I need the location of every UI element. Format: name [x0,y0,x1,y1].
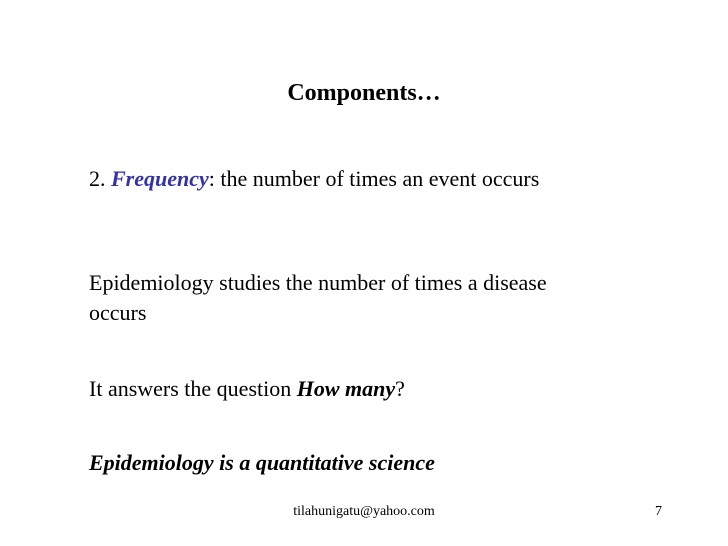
conclusion-statement: Epidemiology is a quantitative science [89,450,435,475]
question-prefix: It answers the question [89,376,297,401]
list-number: 2. [89,166,111,191]
question-statement [89,374,609,404]
slide-title: Components… [287,80,441,106]
frequency-term: Frequency [111,166,209,191]
frequency-definition [89,164,609,194]
question-emphasis: How many [296,376,396,401]
epidemiology-statement: Epidemiology studies the number of times a disease occurs [89,270,547,325]
frequency-definition-text: : the number of times an event occurs [208,166,540,191]
footer-email: tilahunigatu@yahoo.com [293,504,435,519]
question-suffix: ? [395,376,405,401]
page-number: 7 [655,504,662,519]
